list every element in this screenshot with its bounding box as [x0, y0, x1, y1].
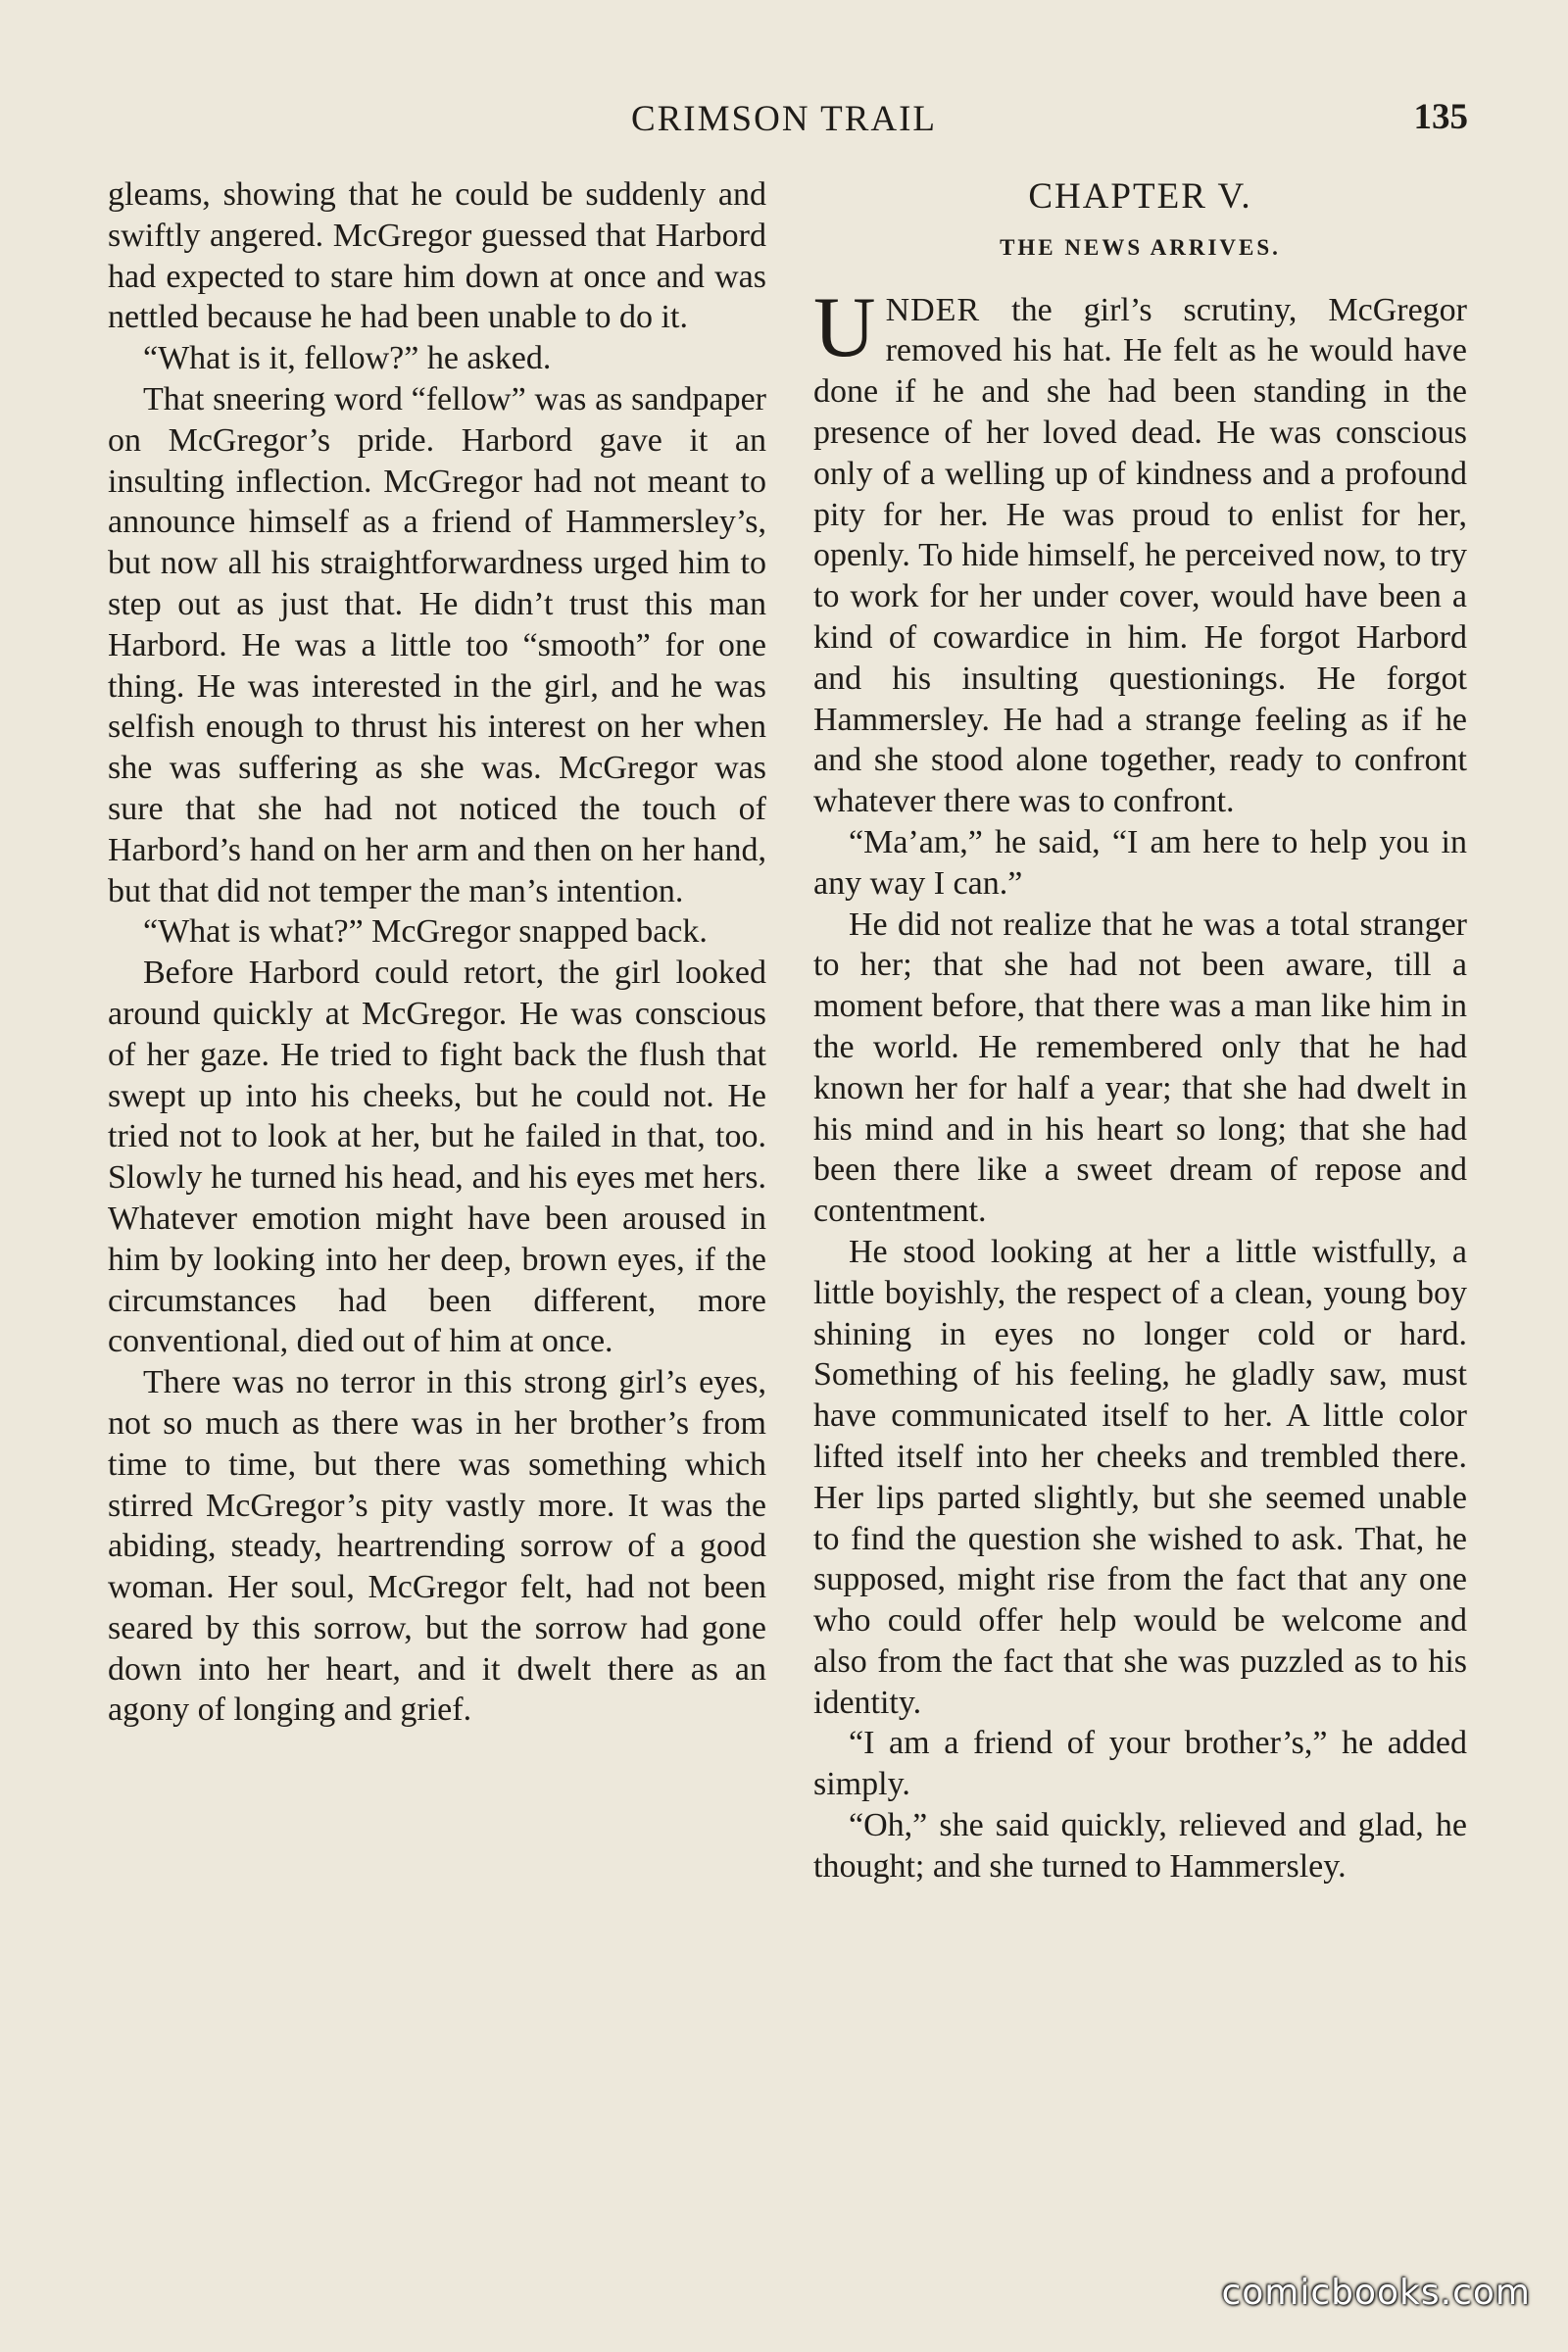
paragraph: He stood looking at her a little wistfully, a little boyishly, the respect of a clean, young boy shining in eyes no longer cold or hard. Something of his feeling, he gladly saw, must have communicated itself to her. A little color lifted itself into her cheeks and trembled there. Her lips parted slightly, but she seemed unable to find the question she wished to ask. That, he supposed, might rise from the fact that any one who could offer help would be welcome and also from the fact that she was puzzled as to his identity.	[813, 1233, 1467, 1721]
chapter-subtitle: THE NEWS ARRIVES.	[1000, 234, 1281, 260]
right-column	[813, 174, 1467, 1887]
paragraph: That sneering word “fellow” was as sandpaper on McGregor’s pride. Harbord gave it an insulting inflection. McGregor had not meant to announce himself as a friend of Hammersley’s, but now all his straightforwardness urged him to step out as just that. He didn’t trust this man Harbord. He was a little too “smooth” for one thing. He was interested in the girl, and he was selfish enough to thrust his interest on her when she was suffering as she was. McGregor was sure that she had not noticed the touch of Harbord’s hand on her arm and then on her hand, but that did not temper the man’s intention.	[108, 380, 766, 909]
paragraph: gleams, showing that he could be suddenly and swiftly angered. McGregor guessed that Harbord had expected to stare him down at once and was nettled because he had been unable to do it.	[108, 176, 766, 336]
running-title: CRIMSON TRAIL	[630, 99, 938, 139]
paragraph: “I am a friend of your brother’s,” he added simply.	[813, 1725, 1467, 1803]
chapter-opening-paragraph	[813, 279, 1467, 822]
paragraph: “What is it, fellow?” he asked.	[143, 340, 552, 377]
paragraph: “Ma’am,” he said, “I am here to help you in any way I can.”	[813, 823, 1467, 902]
drop-cap: U	[813, 279, 876, 375]
watermark: comicbooks.com	[1221, 2273, 1531, 2313]
opening-paragraph-text: the girl’s scrutiny, McGregor removed his hat. He felt as he would have done if he and she had been standing in the presence of her loved dead. He was conscious only of a welling up of kindness and a profound pity for her. He was proud to enlist for her, openly. To hide himself, he perceived now, to try to work for her under cover, would have been a kind of cowardice in him. He forgot Harbord and his insulting questionings. He forgot Hammersley. He had a strange feeling as if he and she stood alone together, ready to confront whatever there was to confront.	[813, 291, 1467, 820]
page-number: 135	[1413, 97, 1468, 137]
paragraph: Before Harbord could retort, the girl looked around quickly at McGregor. He was conscious of her gaze. He tried to fight back the flush that swept up into his cheeks, but he could not. He tried not to look at her, but he failed in that, too. Slowly he turned his head, and his eyes met hers. Whatever emotion might have been aroused in him by looking into her deep, brown eyes, if the circumstances had been different, more conventional, died out of him at once.	[108, 955, 766, 1360]
left-column	[108, 174, 766, 1731]
drop-cap-word-rest: NDER	[885, 291, 981, 328]
paragraph: “Oh,” she said quickly, relieved and glad, he thought; and she turned to Hammersley.	[813, 1807, 1467, 1885]
paragraph: “What is what?” McGregor snapped back.	[143, 913, 708, 951]
paragraph: There was no terror in this strong girl’s eyes, not so much as there was in her brother’s from time to time, but there was something which stirred McGregor’s pity vastly more. It was the abiding, steady, heartrending sorrow of a good woman. Her soul, McGregor felt, had not been seared by this sorrow, but the sorrow had gone down into her heart, and it dwelt there as an agony of longing and grief.	[108, 1364, 766, 1729]
paragraph: He did not realize that he was a total stranger to her; that she had not been aware, till a moment before, that there was a man like him in the world. He remembered only that he had known her for half a year; that she had dwelt in his mind and in his heart so long; that she had been there like a sweet dream of repose and contentment.	[813, 906, 1467, 1230]
chapter-title: CHAPTER V.	[1028, 176, 1252, 217]
